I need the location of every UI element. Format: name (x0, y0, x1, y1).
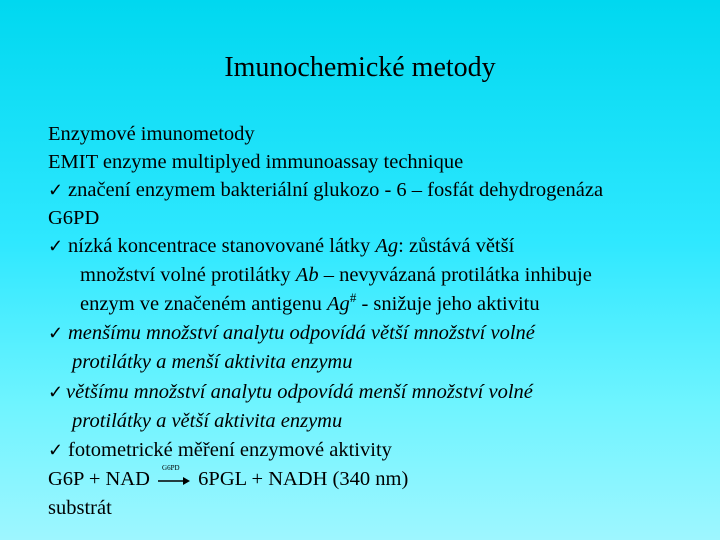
line-text: menšímu množství analytu odpovídá větší množství volné (68, 322, 535, 344)
line-text: : zůstává větší (398, 235, 515, 257)
antibody-symbol: Ab (295, 264, 319, 286)
line-enzym-antigen (80, 291, 540, 317)
check-icon: ✓ (48, 236, 64, 256)
line-text: protilátky a menší aktivita enzymu (72, 351, 353, 373)
slide-title: Imunochemické metody (224, 52, 496, 83)
line-substrat (48, 495, 112, 521)
line-text: většímu množství analytu odpovídá menší množství volné (66, 381, 533, 403)
line-text: G6PD (48, 207, 100, 229)
line-text: značení enzymem bakteriální glukozo - 6 – fosfát dehydrogenáza (68, 179, 604, 201)
line-text: substrát (48, 497, 112, 519)
bullet-znaceni (48, 177, 603, 203)
arrow-right-icon (157, 476, 191, 486)
line-text: enzym ve značeném antigenu (80, 293, 328, 315)
reactants: G6P + NAD (48, 468, 150, 490)
check-icon: ✓ (48, 440, 64, 460)
line-emit (48, 149, 463, 175)
bullet-vetsimu (48, 379, 533, 405)
antigen-symbol: Ag (327, 293, 350, 315)
line-text: protilátky a větší aktivita enzymu (72, 410, 343, 432)
bullet-mensimu (48, 320, 535, 346)
line-protilatky-mensi (72, 349, 352, 375)
bullet-fotometricke (48, 437, 392, 463)
line-g6pd (48, 205, 99, 231)
line-enzymove-imunometody (48, 121, 255, 147)
label-superscript: # (349, 290, 357, 306)
line-text: EMIT enzyme multiplyed immunoassay technique (48, 151, 464, 173)
reaction-arrow (157, 464, 191, 490)
products: 6PGL + NADH (340 nm) (198, 468, 409, 490)
line-text: nízká koncentrace stanovované látky (68, 235, 376, 257)
antigen-symbol: Ag (375, 235, 399, 257)
check-icon: ✓ (48, 180, 64, 200)
line-text: - snižuje jeho aktivitu (356, 293, 540, 315)
check-icon: ✓ (48, 323, 64, 343)
line-text: – nevyvázaná protilátka inhibuje (318, 264, 592, 286)
line-text: fotometrické měření enzymové aktivity (68, 439, 392, 461)
enzyme-label: G6PD (162, 464, 180, 473)
line-protilatky-vetsi (72, 408, 342, 434)
bullet-nizka-koncentrace (48, 233, 514, 259)
check-icon: ✓ (48, 382, 64, 402)
line-text: Enzymové imunometody (48, 123, 255, 145)
line-mnozstvi-volne (80, 262, 592, 288)
line-text: množství volné protilátky (80, 264, 296, 286)
reaction-equation (48, 466, 408, 492)
